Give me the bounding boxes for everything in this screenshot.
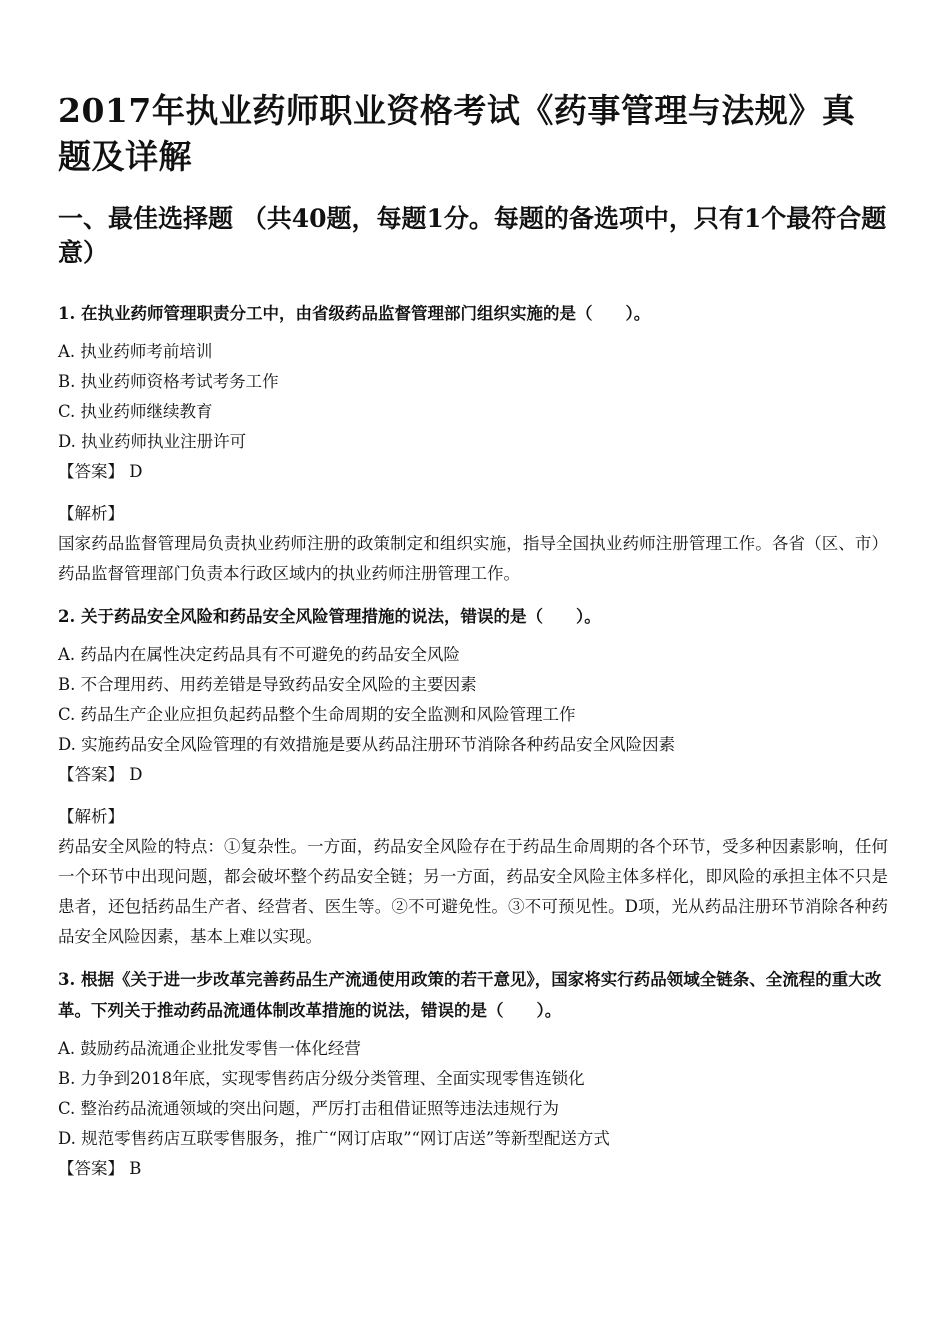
- document-page: [58, 88, 888, 1196]
- option-c: C. 执业药师继续教育: [58, 402, 213, 421]
- option-a: A. 执业药师考前培训: [58, 342, 213, 361]
- answer: 【答案】 B: [58, 1159, 142, 1178]
- analysis-label: 【解析】: [58, 504, 124, 523]
- option-d: D. 执业药师执业注册许可: [58, 432, 247, 451]
- option-a: A. 药品内在属性决定药品具有不可避免的药品安全风险: [58, 645, 460, 664]
- question-stem: 2. 关于药品安全风险和药品安全风险管理措施的说法，错误的是（ ）。: [58, 607, 601, 626]
- question-stem: 3. 根据《关于进一步改革完善药品生产流通使用政策的若干意见》，国家将实行药品领域全链条、全流程的重大改革。下列关于推动药品流通体制改革措施的说法，错误的是（ ）。: [58, 970, 882, 1020]
- option-b: B. 力争到2018年底，实现零售药店分级分类管理、全面实现零售连锁化: [58, 1069, 585, 1088]
- analysis-label: 【解析】: [58, 807, 124, 826]
- option-c: C. 药品生产企业应担负起药品整个生命周期的安全监测和风险管理工作: [58, 705, 576, 724]
- option-b: B. 不合理用药、用药差错是导致药品安全风险的主要因素: [58, 675, 477, 694]
- question-2: [58, 601, 888, 952]
- option-d: D. 实施药品安全风险管理的有效措施是要从药品注册环节消除各种药品安全风险因素: [58, 735, 676, 754]
- analysis-text: 国家药品监督管理局负责执业药师注册的政策制定和组织实施，指导全国执业药师注册管理工作。各省（区、市）药品监督管理部门负责本行政区域内的执业药师注册管理工作。: [58, 534, 888, 583]
- question-stem: 1. 在执业药师管理职责分工中，由省级药品监督管理部门组织实施的是（ ）。: [58, 304, 651, 323]
- answer: 【答案】 D: [58, 462, 143, 481]
- question-1: [58, 298, 888, 589]
- question-3: [58, 964, 888, 1184]
- option-b: B. 执业药师资格考试考务工作: [58, 372, 279, 391]
- option-a: A. 鼓励药品流通企业批发零售一体化经营: [58, 1039, 361, 1058]
- analysis-text: 药品安全风险的特点：①复杂性。一方面，药品安全风险存在于药品生命周期的各个环节，受多种因素影响，任何一个环节中出现问题，都会破坏整个药品安全链；另一方面，药品安全风险主体多样化，即风险的承担主体不只是患者，还包括药品生产者、经营者、医生等。②不可避免性。③不可预见性。D项，光从药品注册环节消除各种药品安全风险因素，基本上难以实现。: [58, 837, 888, 946]
- option-d: D. 规范零售药店互联零售服务，推广“网订店取”“网订店送”等新型配送方式: [58, 1129, 610, 1148]
- document-title: 2017年执业药师职业资格考试《药事管理与法规》真题及详解: [58, 91, 856, 176]
- option-c: C. 整治药品流通领域的突出问题，严厉打击租借证照等违法违规行为: [58, 1099, 560, 1118]
- answer: 【答案】 D: [58, 765, 143, 784]
- section-title: 一、最佳选择题 （共40题，每题1分。每题的备选项中，只有1个最符合题意）: [58, 204, 887, 267]
